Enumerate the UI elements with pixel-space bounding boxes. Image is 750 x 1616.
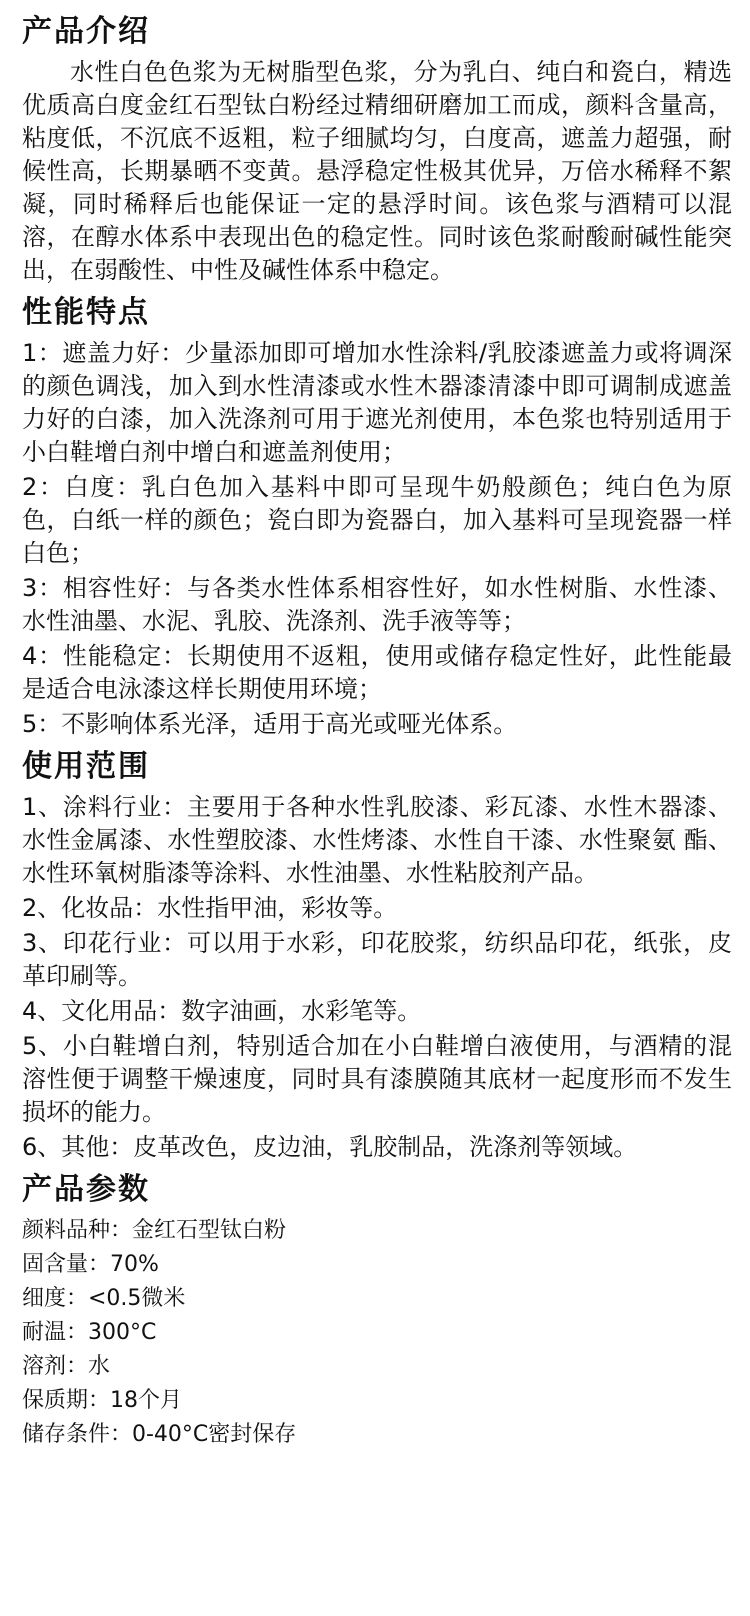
feature-item-compatibility: 3：相容性好：与各类水性体系相容性好，如水性树脂、水性漆、水性油墨、水泥、乳胶、洗涤剂、洗手液等等； bbox=[22, 574, 732, 635]
parameters-list bbox=[22, 1214, 732, 1452]
param-pigment-type: 颜料品种：金红石型钛白粉 bbox=[22, 1218, 287, 1243]
section-heading-usage: 使用范围 bbox=[22, 749, 150, 784]
param-shelf-life: 保质期：18个月 bbox=[22, 1388, 182, 1413]
feature-item-gloss: 5：不影响体系光泽，适用于高光或哑光体系。 bbox=[22, 710, 518, 738]
usage-item-stationery: 4、文化用品：数字油画，水彩笔等。 bbox=[22, 997, 422, 1025]
product-description-page bbox=[22, 0, 732, 1452]
param-fineness: 细度：<0.5微米 bbox=[22, 1286, 186, 1311]
usage-item-cosmetics: 2、化妆品：水性指甲油，彩妆等。 bbox=[22, 894, 398, 922]
features-list bbox=[22, 337, 732, 741]
usage-item-other: 6、其他：皮革改色，皮边油，乳胶制品，洗涤剂等领域。 bbox=[22, 1133, 638, 1161]
param-storage-conditions: 储存条件：0-40°C密封保存 bbox=[22, 1422, 297, 1447]
feature-item-stability: 4：性能稳定：长期使用不返粗，使用或储存稳定性好，此性能最是适合电泳漆这样长期使用环境； bbox=[22, 642, 732, 703]
feature-item-whiteness: 2：白度：乳白色加入基料中即可呈现牛奶般颜色；纯白色为原色，白纸一样的颜色；瓷白即为瓷器白，加入基料可呈现瓷器一样白色； bbox=[22, 473, 732, 567]
usage-item-printing: 3、印花行业：可以用于水彩，印花胶浆，纺织品印花，纸张，皮革印刷等。 bbox=[22, 929, 732, 990]
usage-item-shoe-whitener: 5、小白鞋增白剂，特别适合加在小白鞋增白液使用，与酒精的混溶性便于调整干燥速度，同时具有漆膜随其底材一起度形而不发生损坏的能力。 bbox=[22, 1032, 732, 1126]
param-solid-content: 固含量：70% bbox=[22, 1252, 159, 1277]
param-temperature-resistance: 耐温：300°C bbox=[22, 1320, 157, 1345]
usage-item-coatings: 1、涂料行业：主要用于各种水性乳胶漆、彩瓦漆、水性木器漆、水性金属漆、水性塑胶漆、水性烤漆、水性自干漆、水性聚氨 酯、水性环氧树脂漆等涂料、水性油墨、水性粘胶剂产品。 bbox=[22, 793, 732, 887]
feature-item-hiding-power: 1：遮盖力好：少量添加即可增加水性涂料/乳胶漆遮盖力或将调深的颜色调浅，加入到水性清漆或水性木器漆清漆中即可调制成遮盖力好的白漆，加入洗涤剂可用于遮光剂使用，本色浆也特别适用于小白鞋增白剂中增白和遮盖剂使用； bbox=[22, 339, 732, 466]
section-heading-product-intro: 产品介绍 bbox=[22, 14, 150, 49]
section-heading-features: 性能特点 bbox=[22, 295, 150, 330]
usage-list bbox=[22, 791, 732, 1164]
section-heading-parameters: 产品参数 bbox=[22, 1172, 150, 1207]
param-solvent: 溶剂：水 bbox=[22, 1354, 111, 1379]
product-intro-paragraph: 水性白色色浆为无树脂型色浆，分为乳白、纯白和瓷白，精选优质高白度金红石型钛白粉经过精细研磨加工而成，颜料含量高，粘度低，不沉底不返粗，粒子细腻均匀，白度高，遮盖力超强，耐候性高，长期暴晒不变黄。悬浮稳定性极其优异，万倍水稀释不絮凝，同时稀释后也能保证一定的悬浮时间。该色浆与酒精可以混溶，在醇水体系中表现出色的稳定性。同时该色浆耐酸耐碱性能突出，在弱酸性、中性及碱性体系中稳定。 bbox=[22, 58, 732, 284]
